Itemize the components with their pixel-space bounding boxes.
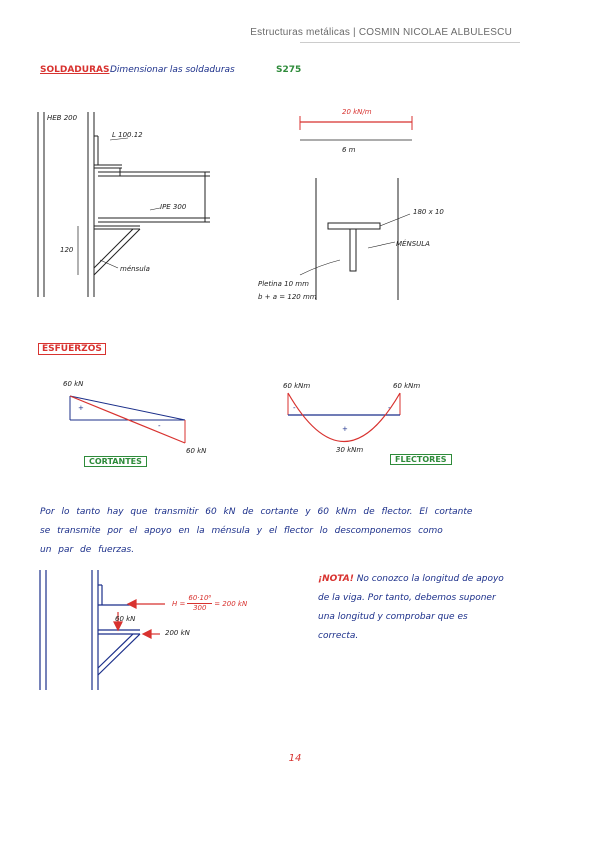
plate-label: L 100.12 bbox=[112, 131, 143, 139]
note-block bbox=[318, 570, 543, 646]
formula-denominator: 300 bbox=[193, 604, 207, 612]
figure3-couple bbox=[40, 570, 140, 690]
paragraph-line-3: un par de fuerzas. bbox=[40, 545, 135, 555]
esfuerzos-title: ESFUERZOS bbox=[38, 343, 106, 355]
shear-diagram-label: CORTANTES bbox=[84, 456, 147, 467]
section-title: SOLDADURAS bbox=[40, 65, 110, 75]
moment-left-value: 60 kNm bbox=[283, 382, 311, 390]
task-text: Dimensionar las soldaduras bbox=[110, 65, 235, 75]
moment-mid-value: 30 kNm bbox=[336, 446, 364, 454]
moment-minus-right: - bbox=[388, 404, 391, 412]
formula-numerator: 60·10⁶ bbox=[188, 594, 212, 602]
pletina-label-2: b + a = 120 mm bbox=[258, 293, 317, 301]
pletina-label-1: Pletina 10 mm bbox=[258, 280, 309, 288]
note-line-1 bbox=[318, 570, 543, 589]
load-label: 20 kN/m bbox=[342, 108, 372, 116]
vertical-force-label: 60 kN bbox=[115, 615, 136, 623]
shear-diagram bbox=[70, 396, 185, 443]
moment-diagram-label: FLECTORES bbox=[390, 454, 452, 465]
page-header: Estructuras metálicas | COSMIN NICOLAE ALBULESCU bbox=[250, 27, 512, 38]
bracket-label: ménsula bbox=[120, 265, 150, 273]
note-line-2: de la viga. Por tanto, debemos suponer bbox=[318, 593, 496, 603]
shear-left-value: 60 kN bbox=[63, 380, 84, 388]
steel-grade: S275 bbox=[276, 65, 302, 75]
formula-h: H = bbox=[172, 599, 186, 608]
formula-fraction bbox=[187, 594, 212, 613]
t-plate-label: 180 x 10 bbox=[413, 208, 444, 216]
column-label: HEB 200 bbox=[47, 114, 78, 122]
figure2-load bbox=[300, 116, 412, 300]
page-number: 14 bbox=[288, 753, 302, 764]
span-label: 6 m bbox=[342, 146, 356, 154]
shear-plus: + bbox=[78, 404, 84, 412]
beam-label: IPE 300 bbox=[160, 203, 187, 211]
paragraph-line-1: Por lo tanto hay que transmitir 60 kN de cortante y 60 kNm de flector. El cortante bbox=[40, 507, 473, 517]
mensula-label: MÉNSULA bbox=[396, 240, 430, 248]
note-line-4: correcta. bbox=[318, 631, 359, 641]
explanation-paragraph bbox=[40, 503, 540, 560]
shear-minus: - bbox=[158, 422, 161, 430]
formula bbox=[172, 594, 247, 613]
moment-diagram bbox=[288, 393, 400, 442]
moment-plus: + bbox=[342, 425, 348, 433]
note-text-1: No conozco la longitud de apoyo bbox=[356, 574, 504, 584]
moment-minus-left: - bbox=[293, 404, 296, 412]
note-head: ¡NOTA! bbox=[318, 574, 354, 584]
note-line-3: una longitud y comprobar que es bbox=[318, 612, 468, 622]
bottom-force-label: 200 kN bbox=[165, 629, 190, 637]
paragraph-line-2: se transmite por el apoyo en la ménsula y el flector lo descomponemos como bbox=[40, 526, 443, 536]
dim-label: 120 bbox=[60, 246, 74, 254]
moment-right-value: 60 kNm bbox=[393, 382, 421, 390]
shear-right-value: 60 kN bbox=[186, 447, 207, 455]
formula-result: = 200 kN bbox=[214, 599, 248, 608]
